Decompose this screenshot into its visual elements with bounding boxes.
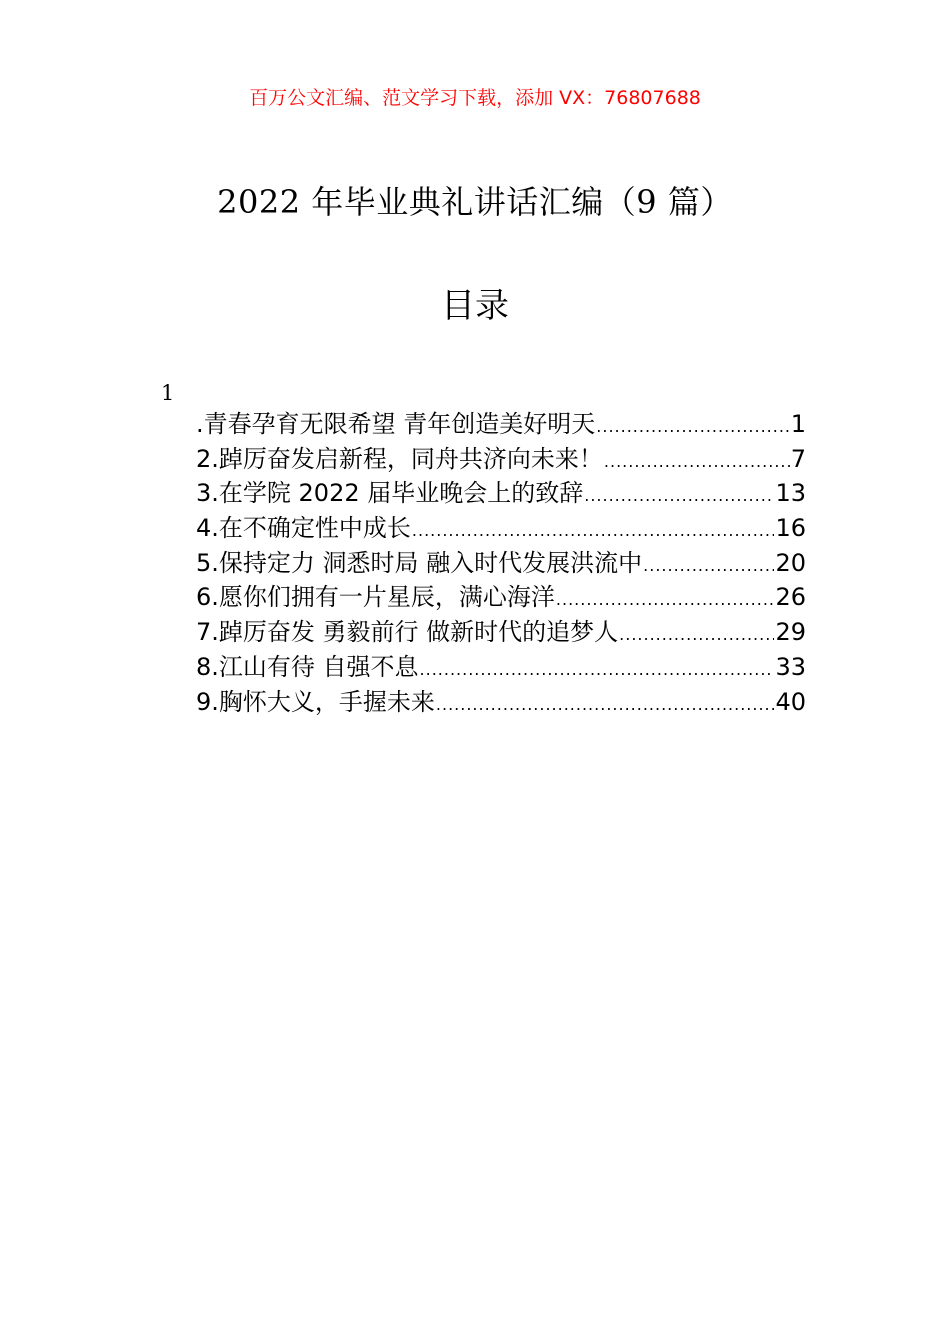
toc-entry[interactable] [196,442,806,477]
toc-entry-page: 1 [790,410,806,438]
toc-entry[interactable] [196,476,806,511]
toc-entry-title: 4.在不确定性中成长 [196,514,411,543]
toc-entry-title: 2.踔厉奋发启新程，同舟共济向未来！ [196,444,603,473]
toc-entry-title: 8.江山有待 自强不息 [196,652,419,681]
toc-entry-title: 9.胸怀大义，手握未来 [196,687,435,716]
toc-entry-page: 16 [775,514,806,543]
toc-entry[interactable] [196,650,806,685]
list-number: 1 [161,381,175,405]
toc-heading: 目录 [441,286,509,326]
toc-entry-page: 26 [775,583,806,612]
toc-entry[interactable] [196,685,806,720]
toc-dot-leader [596,410,789,444]
toc-entry-title: 6.愿你们拥有一片星辰，满心海洋 [196,583,555,612]
toc-entry-title: .青春孕育无限希望 青年创造美好明天 [196,410,596,438]
toc-dot-leader [420,653,775,687]
promo-banner: 百万公文汇编、范文学习下载，添加 VX：76807688 [249,87,701,109]
table-of-contents [196,407,806,719]
toc-dot-leader [436,688,775,722]
toc-entry-page: 20 [775,548,806,577]
document-title: 2022 年毕业典礼讲话汇编（9 篇） [217,183,733,221]
toc-entry-title: 7.踔厉奋发 勇毅前行 做新时代的追梦人 [196,618,619,647]
toc-dot-leader [619,618,774,652]
toc-entry-page: 7 [790,444,806,473]
toc-entry[interactable] [196,580,806,615]
toc-entry[interactable] [196,511,806,546]
toc-dot-leader [412,514,775,548]
toc-entry-page: 13 [775,479,806,508]
toc-entry[interactable] [196,546,806,581]
toc-dot-leader [584,479,774,513]
toc-dot-leader [556,583,775,617]
toc-entry-title: 3.在学院 2022 届毕业晚会上的致辞 [196,479,584,508]
toc-entry-page: 40 [775,687,806,716]
toc-entry-title: 5.保持定力 洞悉时局 融入时代发展洪流中 [196,548,643,577]
toc-dot-leader [643,549,774,583]
toc-entry-page: 33 [775,652,806,681]
toc-entry-page: 29 [775,618,806,647]
toc-entry[interactable] [196,407,806,442]
toc-dot-leader [604,445,790,479]
toc-entry[interactable] [196,615,806,650]
